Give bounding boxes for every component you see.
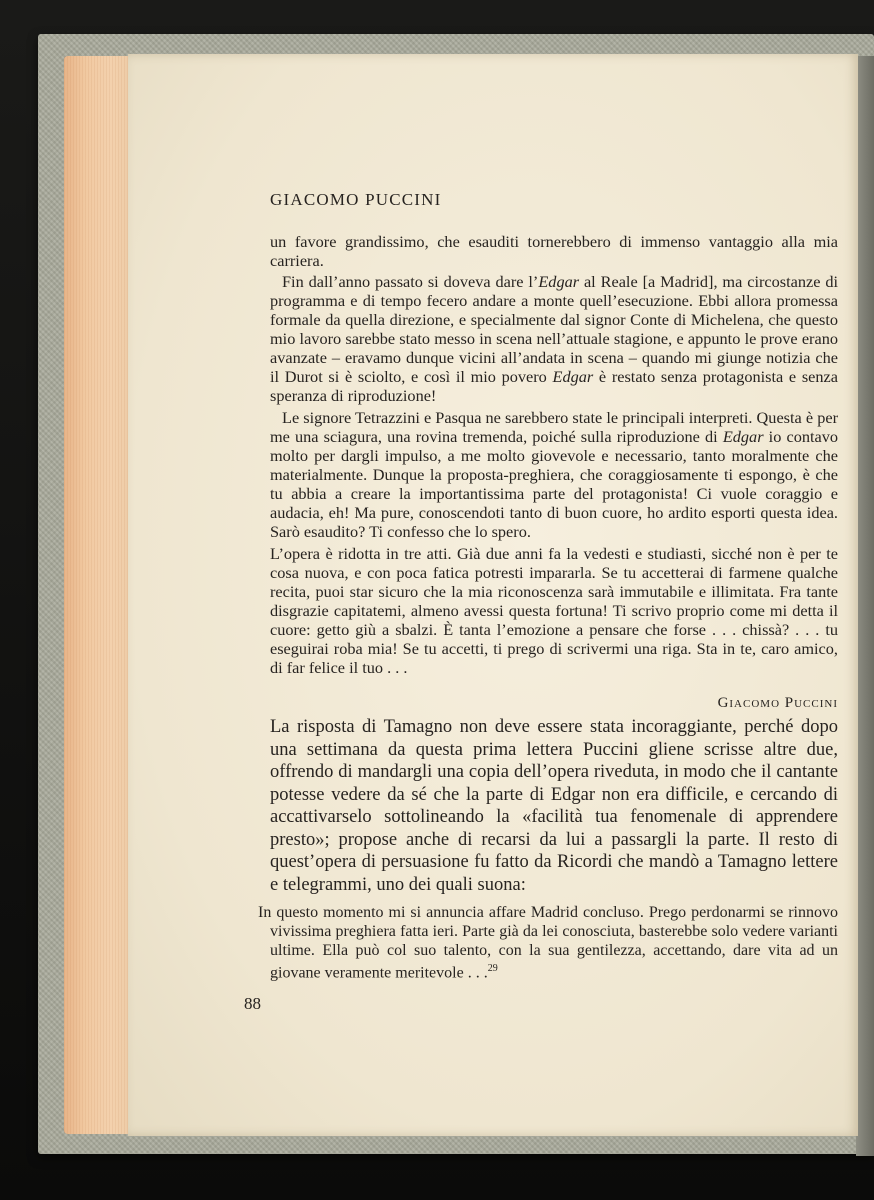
page-number: 88	[244, 994, 261, 1013]
narrative-paragraph: La risposta di Tamagno non deve essere stata incoraggiante, perché dopo una settimana da questa prima lettera Puccini gliene scrisse altre due, offrendo di mandargli una copia dell’opera riveduta, in modo che il cantante potesse vedere da sé che la parte di Edgar non era difficile, e cercando di accattivarselo sottolineando la «facilità tua fenomenale di apprendere presto»; propose anche di recarsi da lui a passargli la parte. Il resto di quest’opera di persuasione fu fatto da Ricordi che mandò a Tamagno lettere e telegrammi, uno dei quali suona:	[270, 717, 838, 895]
running-head: GIACOMO PUCCINI	[270, 190, 442, 209]
page-stack-edges	[64, 56, 136, 1134]
telegram-text: In questo momento mi si annuncia affare Madrid concluso. Prego perdonarmi se rinnovo vivissima preghiera fatta ieri. Parte già da lei conosciuta, basterebbe solo vedere varianti ultime. Ella può col suo talento, con la sua gentilezza, accettando, dare vita ad un giovane veramente meritevole . . .	[258, 904, 838, 982]
telegram-quote	[258, 904, 838, 984]
letter-signature: Giacomo Puccini	[717, 695, 838, 711]
letter-paragraph-1: un favore grandissimo, che esauditi tornerebbero di immenso vantaggio alla mia carriera.	[270, 232, 838, 270]
letter-paragraph-4: L’opera è ridotta in tre atti. Già due anni fa la vedesti e studiasti, sicché non è per te cosa nuova, e con poca fatica potresti impararla. Se tu accetterai di farmene qualche recita, puoi star sicuro che la mia riconoscenza sarà immutabile e illimitata. Fra tante disgrazie capitatemi, almeno avessi questa fortuna! Ti scrivo proprio come mi detta il cuore: getto giù a sbalzi. È tanta l’emozione a pensare che forse . . . chissà? . . . tu eseguirai roba mia! Se tu accetti, ti prego di scrivermi una riga. Sta in te, caro amico, di far felice il tuo . . .	[270, 544, 838, 677]
letter-paragraph-3: Le signore Tetrazzini e Pasqua ne sarebbero state le principali interpreti. Questa è per me una sciagura, una rovina tremenda, poiché sulla riproduzione di Edgar io contavo molto per dargli impulso, a me molto giovevole e necessario, tanto moralmente che materialmente. Dunque la proposta-preghiera, che coraggiosamente ti espongo, è che tu abbia a creare la importantissima parte del protagonista! Ci vuole coraggio e audacia, eh! Ma pure, conoscendoti tanto di buon cuore, ho ardito esporti questa idea. Sarò esaudito? Ti confesso che lo spero.	[270, 408, 839, 541]
cover-edge	[856, 56, 874, 1156]
footnote-marker: 29	[487, 963, 498, 975]
page-content	[244, 0, 839, 1200]
letter-paragraph-2: Fin dall’anno passato si doveva dare l’Edgar al Reale [a Madrid], ma circostanze di programma e di tempo fecero andare a monte quell’esecuzione. Ebbi allora promessa formale da quella direzione, e specialmente dal signor Conte di Michelena, che questo mio lavoro sarebbe stato messo in scena nell’attuale stagione, e appunto le prove erano avanzate – eravamo dunque vicini all’andata in scena – quando mi giunge notizia che il Durot si è sciolto, e così il mio povero Edgar è restato senza protagonista e senza speranza di riproduzione!	[270, 272, 838, 405]
